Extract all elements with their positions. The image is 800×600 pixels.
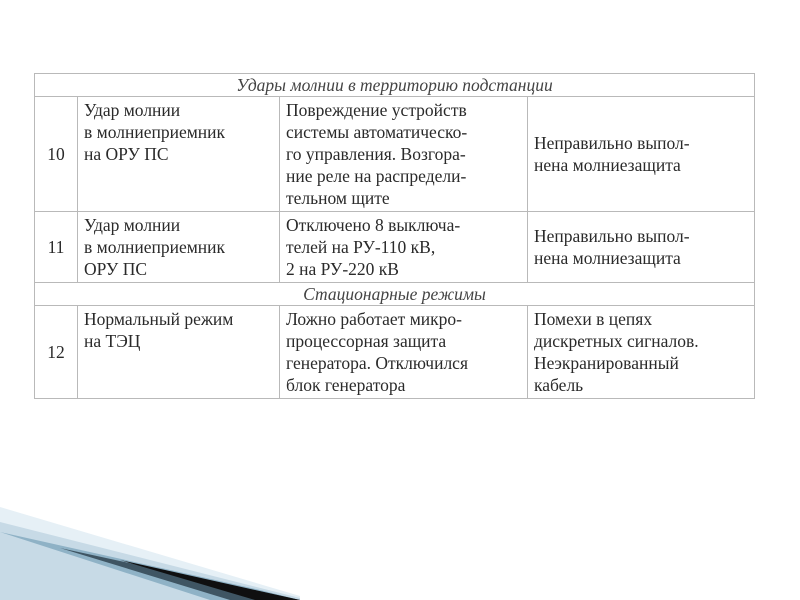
row-number: 11 xyxy=(35,212,78,283)
cause-line: Помехи в цепях xyxy=(534,309,653,329)
consequence-line: тельном щите xyxy=(286,188,390,208)
consequence-line: блок генератора xyxy=(286,375,406,395)
cause-line: Неэкранированный xyxy=(534,353,679,373)
cause-line: дискретных сигналов. xyxy=(534,331,699,351)
consequence-line: процессорная защита xyxy=(286,331,447,351)
consequence-line: телей на РУ-110 кВ, xyxy=(286,237,436,257)
section-heading: Стационарные режимы xyxy=(35,283,755,306)
event-line: на ОРУ ПС xyxy=(84,144,169,164)
event-line: на ТЭЦ xyxy=(84,331,141,351)
row-number: 10 xyxy=(35,97,78,212)
consequence-line: Повреждение устройств xyxy=(286,100,467,120)
event-line: Удар молнии xyxy=(84,215,181,235)
consequence-line: го управления. Возгора- xyxy=(286,144,466,164)
consequence-line: генератора. Отключился xyxy=(286,353,468,373)
event-line: ОРУ ПС xyxy=(84,259,148,279)
consequence-line: ние реле на распредели- xyxy=(286,166,467,186)
cause-line: нена молниезащита xyxy=(534,248,681,268)
consequence-line: системы автоматическо- xyxy=(286,122,468,142)
event-line: в молниеприемник xyxy=(84,237,226,257)
event-line: в молниеприемник xyxy=(84,122,226,142)
cause-line: кабель xyxy=(534,375,584,395)
cause-line: нена молниезащита xyxy=(534,155,681,175)
consequence-line: 2 на РУ-220 кВ xyxy=(286,259,399,279)
cause-line: Неправильно выпол- xyxy=(534,226,690,246)
row-number: 12 xyxy=(35,306,78,399)
consequence-line: Отключено 8 выключа- xyxy=(286,215,461,235)
section-heading: Удары молнии в территорию подстанции xyxy=(35,74,755,97)
event-line: Нормальный режим xyxy=(84,309,234,329)
event-line: Удар молнии xyxy=(84,100,181,120)
cause-line: Неправильно выпол- xyxy=(534,133,690,153)
consequence-line: Ложно работает микро- xyxy=(286,309,462,329)
